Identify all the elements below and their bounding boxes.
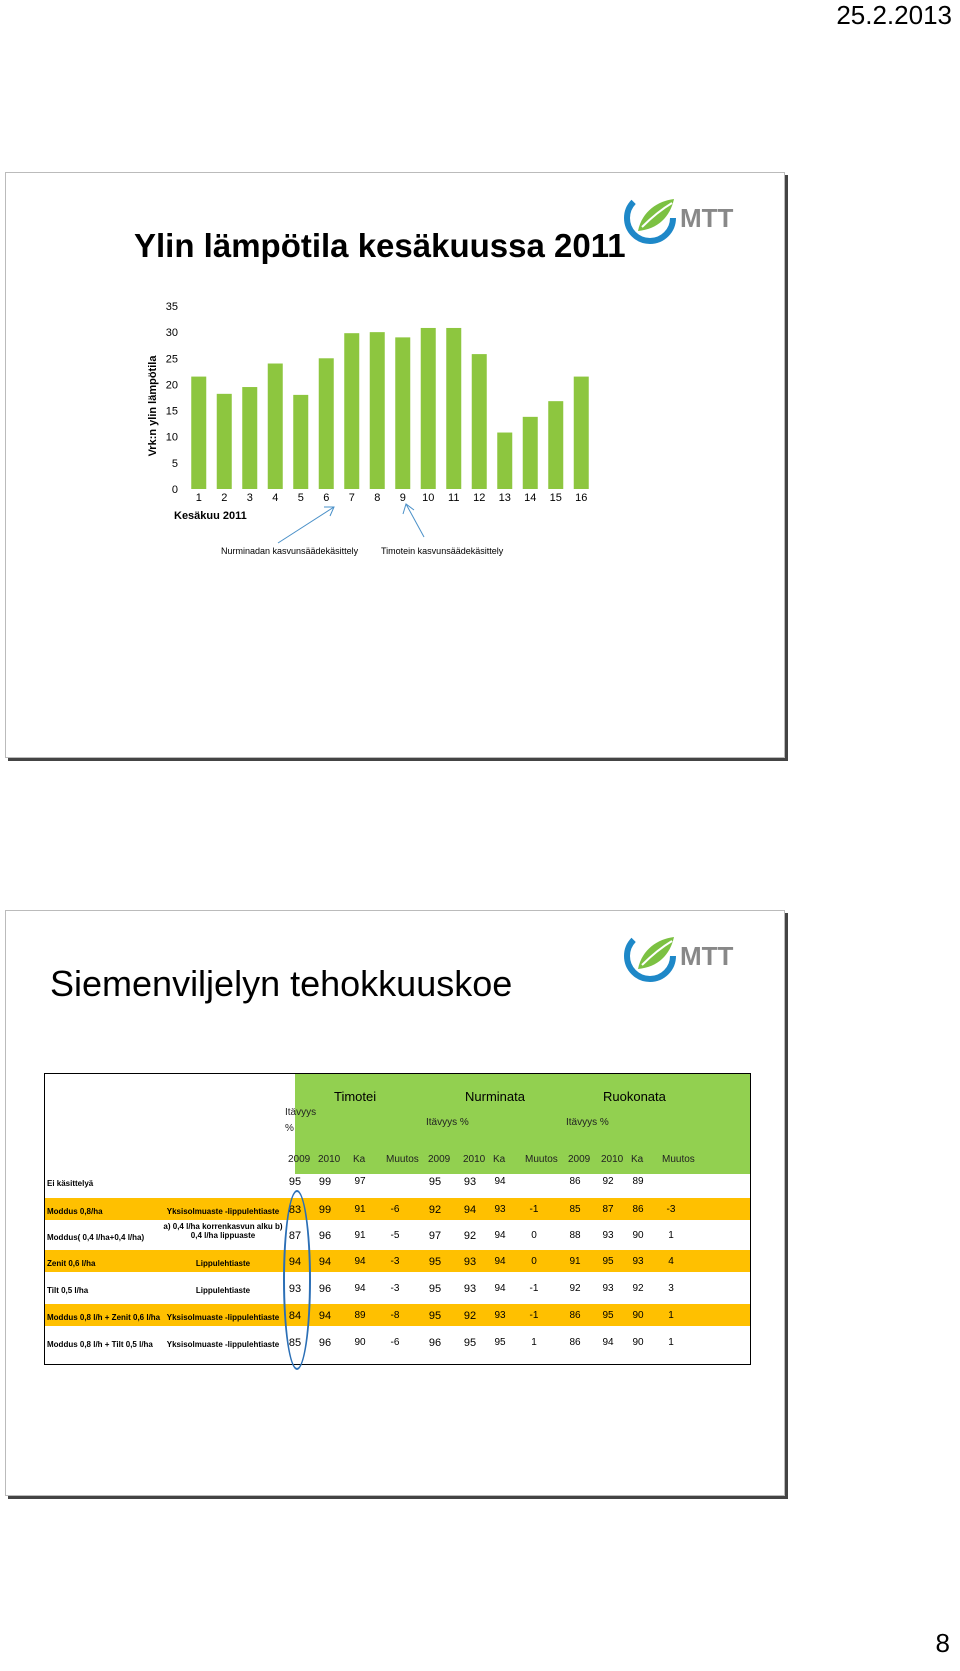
table-cell: -6: [390, 1204, 400, 1215]
bar-day-16: [574, 377, 589, 489]
table-cell: 95: [463, 1337, 477, 1349]
temperature-bar-chart: [6, 173, 784, 757]
table-cell: -1: [529, 1310, 539, 1321]
y-tick-label: 0: [171, 484, 178, 496]
column-header: 2009: [568, 1154, 591, 1165]
group-header-timotei: Timotei: [334, 1089, 377, 1104]
svg-text:MTT: MTT: [680, 941, 734, 971]
mtt-logo-icon: [624, 925, 756, 987]
group-header-nurminata: Nurminata: [465, 1089, 525, 1104]
table-cell: 94: [288, 1256, 302, 1268]
column-header: Muutos: [386, 1154, 419, 1165]
svg-text:MTT: MTT: [680, 203, 734, 233]
bar-day-7: [344, 333, 359, 489]
x-tick-label: 3: [246, 492, 253, 504]
x-tick-label: 7: [348, 492, 355, 504]
table-cell: 88: [569, 1230, 581, 1241]
table-cell: 93: [463, 1283, 477, 1295]
bar-day-15: [548, 401, 563, 489]
table-cell: 99: [318, 1204, 332, 1216]
table-cell: 87: [288, 1230, 302, 1242]
table-cell: 95: [428, 1310, 442, 1322]
table-cell: 86: [569, 1337, 581, 1348]
table-cell: 94: [463, 1204, 477, 1216]
x-tick-label: 6: [323, 492, 330, 504]
row-label: Ei käsittelyä: [47, 1179, 94, 1188]
table-cell: 1: [668, 1310, 674, 1321]
x-tick-label: 10: [422, 492, 435, 504]
column-header: 2010: [601, 1154, 624, 1165]
table-cell: 93: [288, 1283, 302, 1295]
table-cell: 92: [463, 1230, 477, 1242]
table-cell: 92: [569, 1283, 581, 1294]
y-tick-label: 10: [165, 431, 178, 444]
table-cell: 95: [428, 1256, 442, 1268]
table-cell: 0: [531, 1230, 537, 1241]
table-cell: 94: [494, 1256, 506, 1267]
y-tick-label: 5: [171, 457, 178, 470]
bar-day-2: [217, 394, 232, 489]
table-cell: 94: [318, 1256, 332, 1268]
table-cell: 96: [318, 1230, 332, 1242]
row-label: Moddus 0,8 l/h + Zenit 0,6 l/ha: [47, 1313, 161, 1322]
y-tick-label: 20: [165, 379, 178, 392]
column-header: 2010: [318, 1154, 341, 1165]
table-cell: -1: [529, 1204, 539, 1215]
x-tick-label: 4: [272, 492, 279, 504]
table-cell: 94: [354, 1256, 366, 1267]
y-tick-label: 15: [165, 405, 178, 418]
table-cell: 83: [288, 1204, 302, 1216]
row-treatment-stage: Yksisolmuaste -lippulehtiaste: [166, 1207, 280, 1216]
x-tick-label: 13: [498, 492, 511, 504]
table-cell: 95: [428, 1176, 442, 1188]
bar-day-4: [268, 364, 283, 489]
table-cell: -3: [390, 1283, 400, 1294]
table-cell: -6: [390, 1337, 400, 1348]
bar-day-3: [242, 387, 257, 489]
table-cell: -5: [390, 1230, 400, 1241]
row-label: Moddus( 0,4 l/ha+0,4 l/ha): [47, 1233, 145, 1242]
table-cell: 91: [354, 1230, 366, 1241]
table-cell: 89: [632, 1176, 644, 1187]
germination-table: [44, 1073, 751, 1365]
row-treatment-stage: a) 0,4 l/ha korrenkasvun alku b) 0,4 l/ha lippuaste: [163, 1222, 283, 1240]
x-tick-label: 5: [297, 492, 304, 504]
column-header: 2009: [288, 1154, 311, 1165]
table-cell: 94: [494, 1283, 506, 1294]
table-cell: 93: [494, 1204, 506, 1215]
column-header: Ka: [493, 1154, 506, 1165]
y-tick-label: 25: [165, 353, 178, 366]
table-cell: -3: [390, 1256, 400, 1267]
table-cell: 93: [602, 1283, 614, 1294]
x-tick-label: 15: [549, 492, 562, 504]
x-tick-label: 12: [473, 492, 486, 504]
table-cell: 0: [531, 1256, 537, 1267]
table-cell: 90: [354, 1337, 366, 1348]
table-cell: 97: [428, 1230, 442, 1242]
table-cell: 95: [288, 1176, 302, 1188]
x-tick-label: 11: [448, 492, 460, 504]
row-label: Zenit 0,6 l/ha: [47, 1259, 96, 1268]
column-header: 2009: [428, 1154, 451, 1165]
row-label: Moddus 0,8/ha: [47, 1207, 103, 1216]
x-axis-label: Kesäkuu 2011: [174, 510, 247, 522]
row-label: Moddus 0,8 l/h + Tilt 0,5 l/ha: [47, 1340, 153, 1349]
table-cell: 93: [632, 1256, 644, 1267]
table-cell: 95: [494, 1337, 506, 1348]
table-cell: 92: [463, 1310, 477, 1322]
bar-day-8: [370, 332, 385, 489]
row-treatment-stage: Lippulehtiaste: [195, 1259, 251, 1268]
table-cell: 85: [288, 1337, 302, 1349]
table-cell: 94: [494, 1230, 506, 1241]
table-cell: 1: [531, 1337, 537, 1348]
table-cell: 95: [602, 1256, 614, 1267]
annotation-timotei: Timotein kasvunsäädekäsittely: [381, 546, 504, 556]
column-header: Muutos: [662, 1154, 695, 1165]
slide-title: Ylin lämpötila kesäkuussa 2011: [134, 227, 626, 264]
table-cell: 93: [602, 1230, 614, 1241]
table-cell: 92: [602, 1176, 614, 1187]
y-axis-label: Vrk:n ylin lämpötila: [147, 355, 159, 457]
table-cell: 90: [632, 1230, 644, 1241]
table-cell: 94: [318, 1310, 332, 1322]
slide-seed-trial: [5, 910, 785, 1496]
bar-day-9: [395, 337, 410, 489]
table-cell: 1: [668, 1230, 674, 1241]
itavyys-label-nurminata: Itävyys %: [426, 1117, 469, 1128]
column-header: Muutos: [525, 1154, 558, 1165]
column-header: 2010: [463, 1154, 486, 1165]
table-cell: 99: [318, 1176, 332, 1188]
page-number: 8: [935, 1628, 950, 1658]
annotation-nurminata: Nurminadan kasvunsäädekäsittely: [221, 546, 359, 556]
table-cell: 86: [632, 1204, 644, 1215]
x-tick-label: 16: [575, 492, 588, 504]
table-cell: 90: [632, 1310, 644, 1321]
group-header-ruokonata: Ruokonata: [603, 1089, 666, 1104]
table-cell: 96: [318, 1283, 332, 1295]
table-cell: 96: [428, 1337, 442, 1349]
table-cell: 87: [602, 1204, 614, 1215]
x-tick-label: 9: [399, 492, 406, 504]
itavyys-label-timotei: Itävyys %: [285, 1107, 317, 1134]
bar-day-13: [497, 433, 512, 489]
x-tick-label: 8: [374, 492, 381, 504]
table-cell: 92: [632, 1283, 644, 1294]
table-cell: 89: [354, 1310, 366, 1321]
header-date: 25.2.2013: [836, 0, 952, 30]
table-cell: 96: [318, 1337, 332, 1349]
bar-day-6: [319, 358, 334, 489]
table-cell: 91: [569, 1256, 581, 1267]
table-cell: 86: [569, 1176, 581, 1187]
y-tick-label: 35: [165, 301, 178, 313]
bar-day-1: [191, 377, 206, 489]
table-cell: -8: [390, 1310, 400, 1321]
table-cell: 94: [602, 1337, 614, 1348]
column-header: Ka: [353, 1154, 366, 1165]
table-cell: 95: [602, 1310, 614, 1321]
annotation-arrow-nurminata: [278, 507, 334, 543]
table-cell: 85: [569, 1204, 581, 1215]
column-header: Ka: [631, 1154, 644, 1165]
row-label: Tilt 0,5 l/ha: [47, 1286, 89, 1295]
table-cell: 90: [632, 1337, 644, 1348]
row-treatment-stage: Yksisolmuaste -lippulehtiaste: [166, 1340, 280, 1349]
table-cell: 3: [668, 1283, 674, 1294]
table-cell: 95: [428, 1283, 442, 1295]
annotation-arrow-timotei: [406, 504, 424, 537]
bar-day-5: [293, 395, 308, 489]
slide-temperature: [5, 172, 785, 758]
table-cell: 94: [494, 1176, 506, 1187]
table-cell: 94: [354, 1283, 366, 1294]
table-cell: 97: [354, 1176, 366, 1187]
row-treatment-stage: Lippulehtiaste: [195, 1286, 251, 1295]
itavyys-label-ruokonata: Itävyys %: [566, 1117, 609, 1128]
bar-day-11: [446, 328, 461, 489]
table-cell: 93: [494, 1310, 506, 1321]
bar-day-12: [472, 354, 487, 489]
table-cell: 93: [463, 1256, 477, 1268]
highlight-ring: [283, 1190, 311, 1370]
table-cell: -3: [666, 1204, 676, 1215]
x-tick-label: 1: [195, 492, 202, 504]
bar-day-14: [523, 417, 538, 489]
table-cell: 86: [569, 1310, 581, 1321]
table-cell: 91: [354, 1204, 366, 1215]
slide-title: Siemenviljelyn tehokkuuskoe: [50, 963, 513, 1004]
table-cell: -1: [529, 1283, 539, 1294]
bar-day-10: [421, 328, 436, 489]
row-treatment-stage: Yksisolmuaste -lippulehtiaste: [166, 1313, 280, 1322]
table-cell: 84: [288, 1310, 302, 1322]
x-tick-label: 2: [221, 492, 228, 504]
y-tick-label: 30: [165, 327, 178, 340]
table-cell: 4: [668, 1256, 674, 1267]
table-cell: 1: [668, 1337, 674, 1348]
table-cell: 92: [428, 1204, 442, 1216]
x-tick-label: 14: [524, 492, 537, 504]
table-cell: 93: [463, 1176, 477, 1188]
